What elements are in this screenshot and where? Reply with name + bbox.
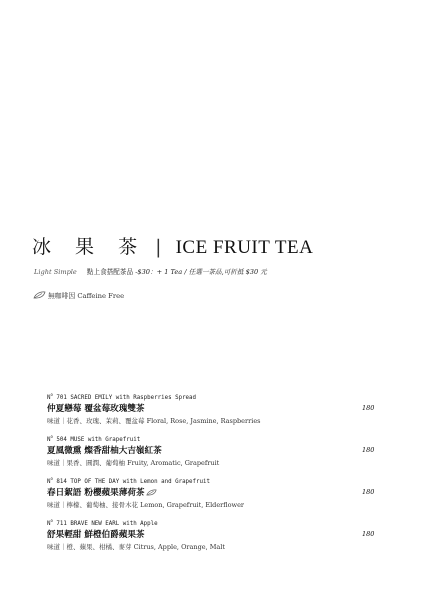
title-separator: | bbox=[155, 236, 163, 258]
item-name bbox=[47, 402, 145, 414]
title-english: ICE FRUIT TEA bbox=[175, 237, 314, 258]
list-item bbox=[0, 518, 425, 560]
list-item bbox=[0, 392, 425, 434]
offer-price: -$30：+ 1 Tea / 任選一茶品,可折抵 $30 元 bbox=[135, 268, 267, 276]
item-number-prefix: N bbox=[47, 436, 51, 443]
item-code bbox=[47, 518, 158, 527]
item-description: 味道｜花香、玫瑰、茉莉、覆盆莓 Floral, Rose, Jasmine, Raspberries bbox=[47, 417, 261, 425]
offer-label: Light Simple bbox=[34, 268, 77, 276]
item-name bbox=[47, 528, 145, 540]
item-number-sup: o bbox=[50, 434, 53, 439]
offer-text: 點上食搭配茶品 bbox=[86, 268, 134, 276]
item-code-text: 814 TOP OF THE DAY with Lemon and Grapefruit bbox=[56, 478, 210, 485]
set-offer-line bbox=[34, 266, 267, 276]
item-code-text: 504 MUSE with Grapefruit bbox=[56, 436, 141, 443]
caffeine-free-label: 無咖啡因 Caffeine Free bbox=[48, 292, 125, 300]
item-name bbox=[47, 444, 162, 456]
title-chinese: 冰 果 茶 bbox=[32, 236, 147, 258]
leaf-icon bbox=[33, 291, 46, 299]
caffeine-free-note bbox=[33, 290, 124, 300]
item-code bbox=[47, 434, 140, 443]
item-code bbox=[47, 392, 196, 401]
leaf-icon bbox=[146, 489, 157, 496]
item-name-text: 仲夏戀莓 覆盆莓玫瑰雙茶 bbox=[47, 404, 145, 414]
item-number-prefix: N bbox=[47, 394, 51, 401]
item-name bbox=[47, 486, 159, 498]
list-item bbox=[0, 434, 425, 476]
item-number-prefix: N bbox=[47, 520, 51, 527]
item-description: 味道｜檸檬、葡萄柚、接骨木花 Lemon, Grapefruit, Elderflower bbox=[47, 501, 245, 509]
item-number-sup: o bbox=[50, 392, 53, 397]
item-description: 味道｜橙、蘋果、柑橘、麥芽 Citrus, Apple, Orange, Malt bbox=[47, 543, 225, 551]
item-code-text: 711 BRAVE NEW EARL with Apple bbox=[56, 520, 158, 527]
item-description: 味道｜果香、圓潤、葡萄柚 Fruity, Aromatic, Grapefruit bbox=[47, 459, 220, 467]
item-code bbox=[47, 476, 210, 485]
item-price: 180 bbox=[362, 488, 375, 496]
item-price: 180 bbox=[362, 404, 375, 412]
item-name-text: 夏風微熏 燦香甜柚大吉嶺紅茶 bbox=[47, 446, 162, 456]
item-price: 180 bbox=[362, 530, 375, 538]
item-code-text: 701 SACRED EMILY with Raspberries Spread bbox=[56, 394, 197, 401]
item-price: 180 bbox=[362, 446, 375, 454]
item-number-sup: o bbox=[50, 518, 53, 523]
tea-list bbox=[0, 392, 425, 560]
item-number-sup: o bbox=[50, 476, 53, 481]
item-name-text: 春日絮語 粉櫻蘋果薄荷茶 bbox=[47, 488, 145, 498]
page-title bbox=[32, 232, 313, 259]
item-number-prefix: N bbox=[47, 478, 51, 485]
item-name-text: 舒果輕甜 鮮橙伯爵蘋果茶 bbox=[47, 530, 145, 540]
list-item bbox=[0, 476, 425, 518]
